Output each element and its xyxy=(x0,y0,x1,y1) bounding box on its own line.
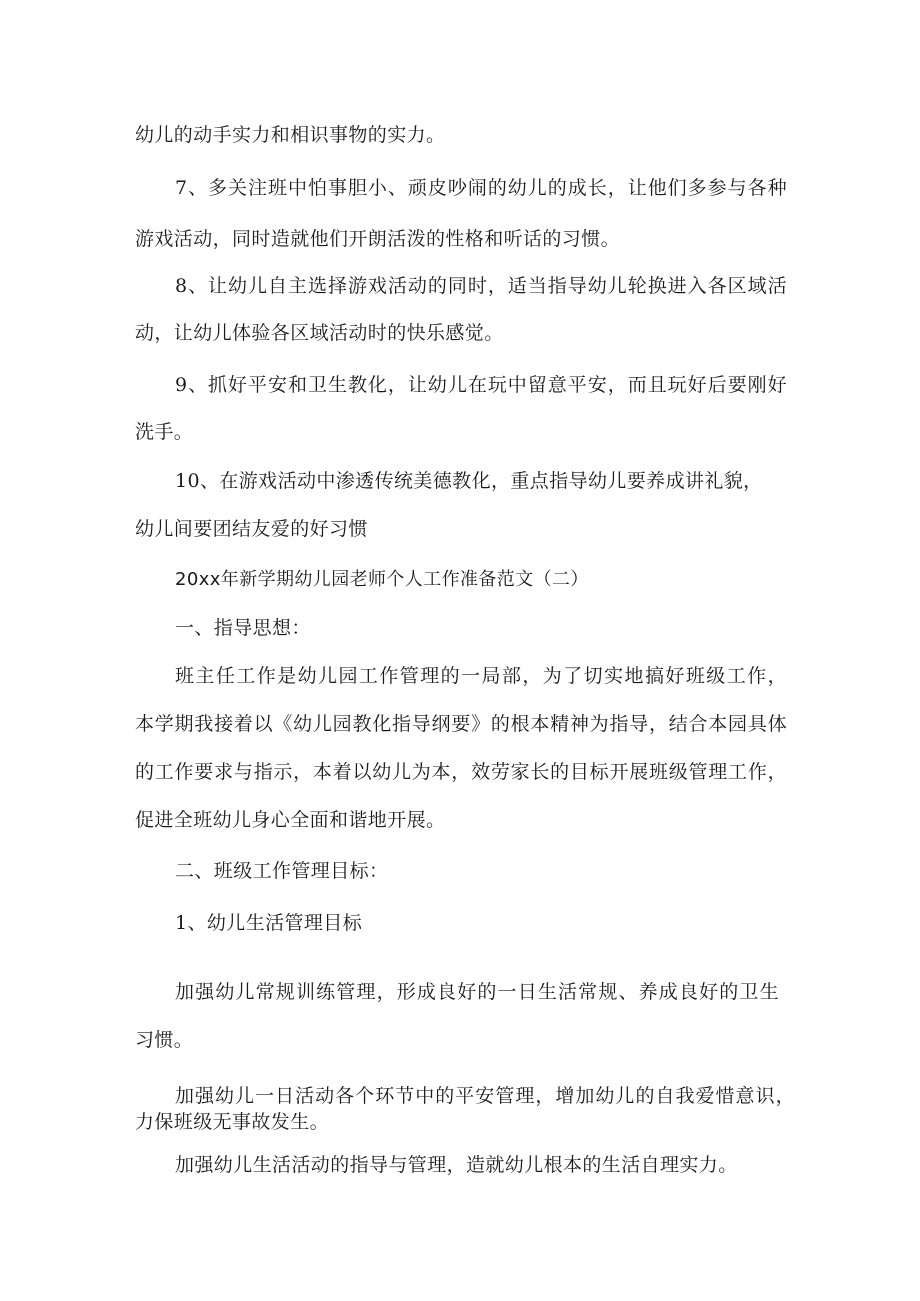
paragraph-line: 习惯。 xyxy=(135,1029,194,1051)
heading-class-management-goals: 二、班级工作管理目标： xyxy=(175,860,389,882)
list-item-10-line-1: 10、在游戏活动中渗透传统美德教化，重点指导幼儿要养成讲礼貌， xyxy=(175,470,763,492)
subheading-life-management: 1、幼儿生活管理目标 xyxy=(175,912,363,934)
paragraph-line: 班主任工作是幼儿园工作管理的一局部，为了切实地搞好班级工作， xyxy=(175,665,787,687)
list-item-8-line-1: 8、让幼儿自主选择游戏活动的同时，适当指导幼儿轮换进入各区域活 xyxy=(175,275,787,297)
paragraph-line: 本学期我接着以《幼儿园教化指导纲要》的根本精神为指导，结合本园具体 xyxy=(135,713,787,735)
list-item-9-line-1: 9、抓好平安和卫生教化，让幼儿在玩中留意平安，而且玩好后要刚好 xyxy=(175,374,787,396)
paragraph-line: 幼儿的动手实力和相识事物的实力。 xyxy=(135,124,446,146)
list-item-7-line-1: 7、多关注班中怕事胆小、顽皮吵闹的幼儿的成长，让他们多参与各种 xyxy=(175,177,787,199)
section-title: 20xx年新学期幼儿园老师个人工作准备范文（二） xyxy=(175,569,589,590)
list-item-9-line-2: 洗手。 xyxy=(135,421,194,443)
paragraph-line: 促进全班幼儿身心全面和谐地开展。 xyxy=(135,809,446,831)
paragraph-line: 加强幼儿常规训练管理，形成良好的一日生活常规、养成良好的卫生 xyxy=(175,981,779,1003)
paragraph-line: 加强幼儿一日活动各个环节中的平安管理，增加幼儿的自我爱惜意识， xyxy=(175,1085,795,1107)
list-item-10-line-2: 幼儿间要团结友爱的好习惯 xyxy=(135,518,368,540)
paragraph-line: 加强幼儿生活活动的指导与管理，造就幼儿根本的生活自理实力。 xyxy=(175,1154,738,1176)
list-item-7-line-2: 游戏活动，同时造就他们开朗活泼的性格和听话的习惯。 xyxy=(135,228,621,250)
paragraph-line: 力保班级无事故发生。 xyxy=(135,1111,330,1133)
paragraph-line: 的工作要求与指示，本着以幼儿为本，效劳家长的目标开展班级管理工作， xyxy=(135,761,787,783)
list-item-8-line-2: 动，让幼儿体验各区域活动时的快乐感觉。 xyxy=(135,322,504,344)
heading-guiding-thought: 一、指导思想： xyxy=(175,617,311,639)
